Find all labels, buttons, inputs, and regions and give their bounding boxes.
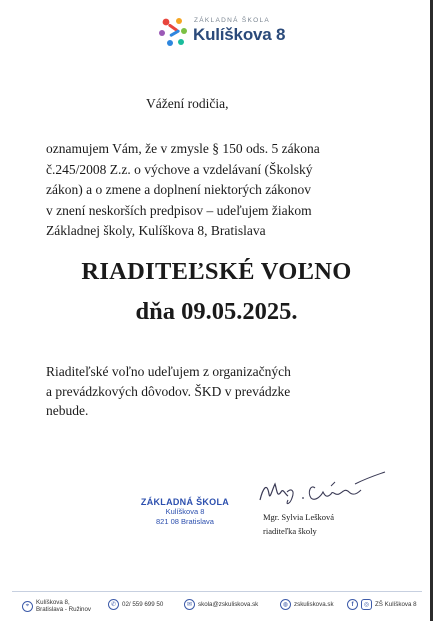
reason-paragraph: [46, 362, 390, 421]
footer-facebook-text: ZŠ Kulíškova 8: [375, 601, 417, 608]
signer-name: Mgr. Sylvia Lešková: [263, 512, 335, 522]
footer-phone[interactable]: [108, 599, 163, 610]
footer-email-text: skola@zskuliskova.sk: [198, 601, 259, 608]
stamp-title: ZÁKLADNÁ ŠKOLA: [140, 497, 230, 507]
globe-icon: ◍: [280, 599, 291, 610]
signer-role: riaditeľka školy: [263, 526, 317, 536]
intro-line: v znení neskorších predpisov – udeľujem žiakom: [46, 202, 312, 218]
greeting: Vážení rodičia,: [146, 96, 229, 111]
stamp-city: 821 08 Bratislava: [156, 517, 214, 526]
footer-phone-text: 02/ 559 699 50: [122, 601, 164, 608]
location-pin-icon: ⌖: [22, 601, 33, 612]
footer-email[interactable]: [184, 599, 258, 610]
phone-icon: ✆: [108, 599, 119, 610]
announcement-title: RIADITEĽSKÉ VOĽNO: [81, 258, 352, 285]
footer-address: [22, 599, 91, 613]
footer: [0, 596, 433, 618]
footer-address-line: Kulíškova 8,: [36, 599, 70, 606]
footer-web[interactable]: [280, 599, 334, 610]
handwritten-signature: [255, 470, 390, 512]
footer-web-text: zskuliskova.sk: [294, 601, 334, 608]
reason-line: a prevádzkových dôvodov. ŠKD v prevádzke: [46, 383, 291, 399]
instagram-icon: ◎: [361, 599, 372, 610]
logo-subtitle: ZÁKLADNÁ ŠKOLA: [194, 17, 270, 24]
intro-line: zákon) a o zmene a doplnení niektorých zákonov: [46, 182, 312, 198]
footer-facebook[interactable]: [347, 599, 417, 610]
facebook-icon: f: [347, 599, 358, 610]
footer-address-line: Bratislava - Ružinov: [36, 606, 92, 613]
intro-line: Základnej školy, Kulíškova 8, Bratislava: [46, 223, 266, 239]
stamp-street: Kulíškova 8: [165, 507, 205, 516]
email-icon: ✉: [184, 599, 195, 610]
announcement-date: dňa 09.05.2025.: [135, 298, 298, 325]
school-stamp: [135, 497, 235, 527]
intro-line: oznamujem Vám, že v zmysle § 150 ods. 5 zákona: [46, 141, 320, 156]
reason-line: Riaditeľské voľno udeľujem z organizačných: [46, 364, 291, 379]
intro-paragraph: [46, 139, 391, 242]
footer-divider: [12, 591, 422, 592]
reason-line: nebude.: [46, 403, 89, 418]
school-logo: [157, 14, 297, 50]
signer-block: [263, 510, 334, 538]
intro-line: č.245/2008 Z.z. o výchove a vzdelávaní (Školský: [46, 161, 313, 177]
logo-title: Kulíškova 8: [193, 25, 286, 44]
school-logo-icon: [157, 16, 189, 48]
